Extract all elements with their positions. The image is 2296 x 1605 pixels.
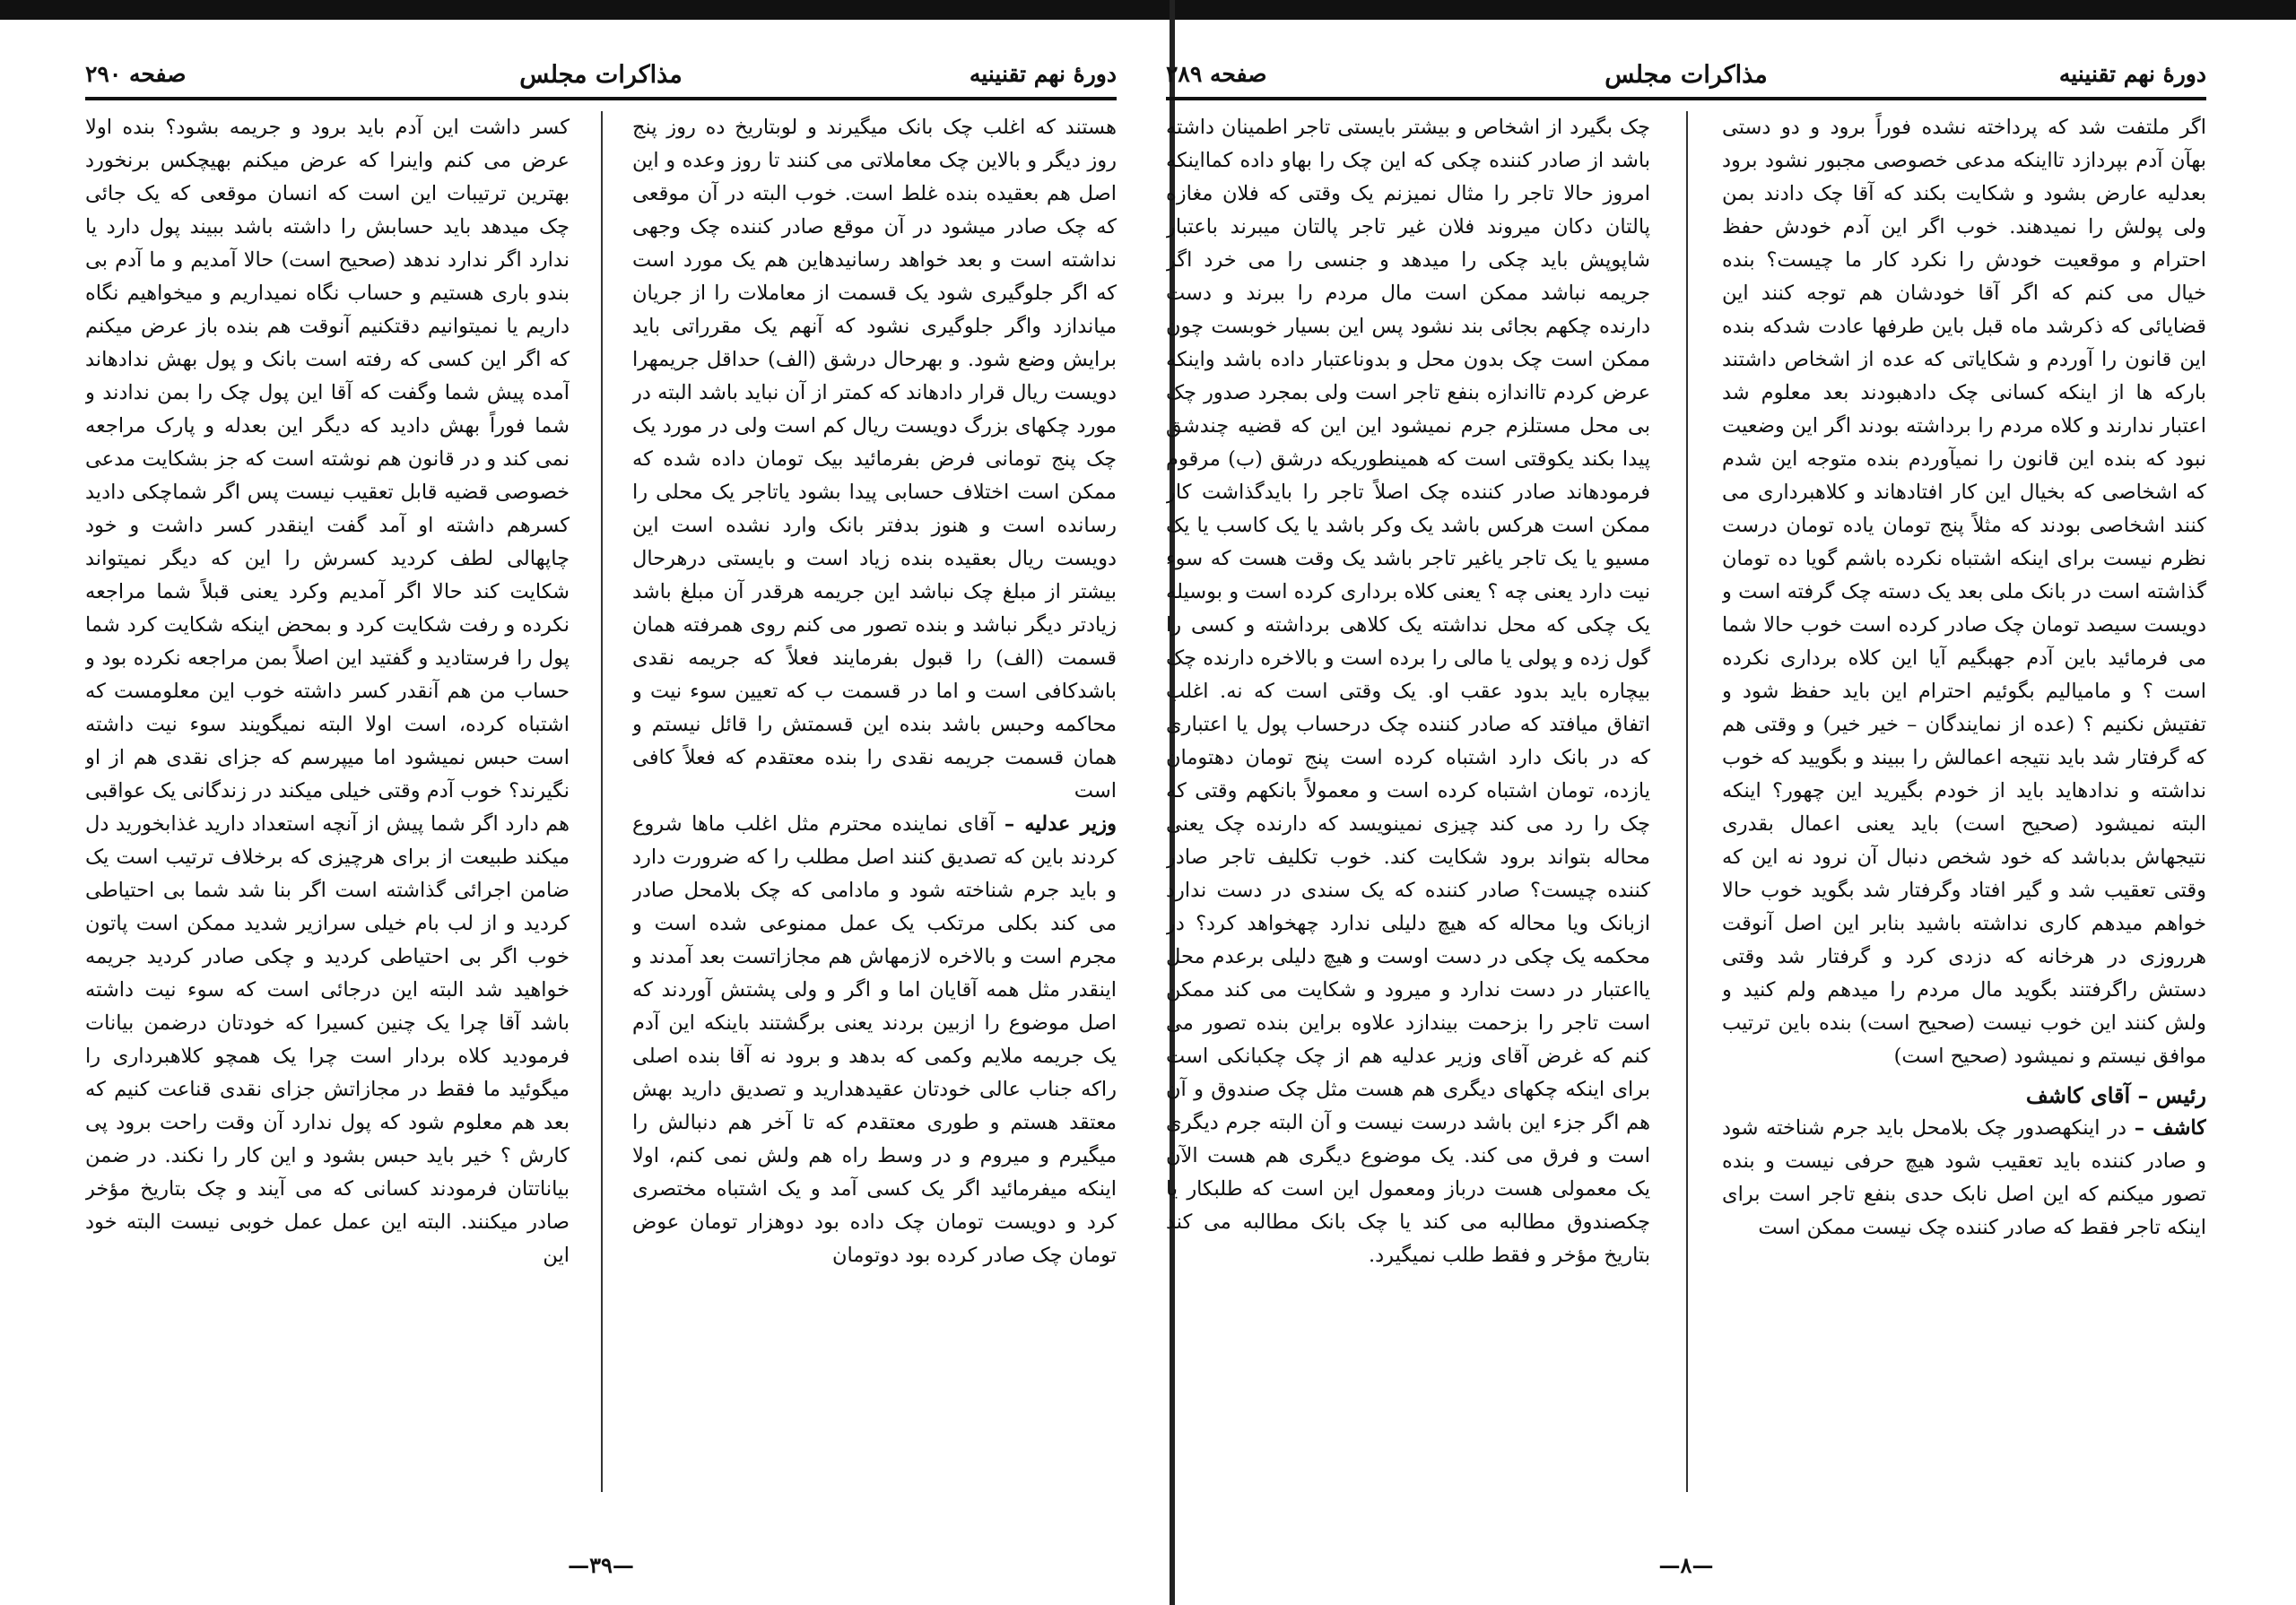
speaker-paragraph bbox=[1722, 1112, 2206, 1245]
paragraph: اگر ملتفت شد که پرداخته نشده فوراً برود و دو دستی بهآن آدم بپردازد تااینکه مدعی خصوصی مجبور نشود برود بعدلیه عارض بشود و شکایت بکند که آقا چک دادند بمن ولی پولش را نمیدهند. خوب اگر این آدم خودش حفظ احترام و موقعیت خودش را نکرد کار ما چیست؟ بنده خیال می کنم که اگر آقا خودشان هم توجه کنند این قضایائی که ذکرشد ماه قبل باین طرفها عادت شدکه بنده این قانون را آوردم و شکایاتی که عده از اشخاص داشتند بارکه ها از اینکه کسانی چک دادهبودند بعد معلوم شد اعتبار ندارند و کلاه مردم را برداشته بودند اگر این وضعیت نبود که بنده این قانون را نمیآوردم بنده متوجه این شدم که اشخاصی که بخیال این کار افتادهاند و کلاهبرداری می کنند اشخاصی بودند که مثلاً پنج تومان یاده تومان درست نظرم نیست برای اینکه اشتباه نکرده باشم گویا ده تومان گذاشته است در بانک ملی بعد یک دسته چک گرفته است و دویست سیصد تومان چک صادر کرده است خوب حالا شما می فرمائید باین آدم جهبگیم آیا این کلاه برداری نکرده است ؟ و مامیالیم بگوئیم احترام این باید حفظ شود و تفتیش نکنیم ؟ (عده از نمایندگان – خیر خیر) و وقتی هم که گرفتار شد باید نتیجه اعمالش را ببیند و بگویید که خوب نداشته و ندادهاید باید از خودم بگیرید این چهور؟ اینکه البته نمیشود (صحیح است) باید یعنی اعمال بقدری نتیجهاش بدباشد که خود شخص دنبال آن نرود نه این که وقتی تعقیب شد و گیر افتاد وگرفتار شد بگوید خوب حالا خواهم میدهم کاری نداشته باشید بنابر این اصل آنوقت هرروزی در هرخانه که دزدی کرد و گرفتار شد وقتی دستش راگرفتند بگوید مال مردم را میدهم ولم کنید و ولش کنند این خوب نیست (صحیح است) بنده باین ترتیب موافق نیستم و نمیشود (صحیح است) bbox=[1722, 116, 2206, 1068]
page-number: صفحه ۲۸۹ bbox=[1166, 61, 1267, 87]
text-column-left bbox=[85, 111, 570, 1492]
chair-announcement: رئیس – آقای کاشف bbox=[2025, 1082, 2206, 1108]
paragraph: کسر داشت این آدم باید برود و جریمه بشود؟ بنده اولا عرض می کنم واینرا که عرض میکنم بهیچکس برنخورد بهترین ترتیبات این است که انسان موقعی که یک جائی چک میدهد باید حسابش را داشته باشد ببیند پول دارد یا ندارد اگر ندارد ندهد (صحیح است) حالا آمدیم و ما آدم بی بندو باری هستیم و حساب نگاه نمیداریم و میخواهیم نگاه داریم یا نمیتوانیم دقتکنیم آنوقت هم بنده باز عرض میکنم که اگر این کسی که رفته است بانک و پول بهش ندادهاند آمده پیش شما وگفت که آقا این پول چک را بمن ندادند و شما فوراً بهش دادید که دیگر این بعدله و پارک مراجعه نمی کند و در قانون هم نوشته است که جز بشکایت مدعی خصوصی قضیه قابل تعقیب نیست پس اگر شماچکی دادید کسرهم داشته او آمد گفت اینقدر کسر داشت و خود چاپهالی لطف کردید کسرش را این که دیگر نمیتواند شکایت کند حالا اگر آمدیم وکرد یعنی قبلاً شما مراجعه نکرده و رفت شکایت کرد و بمحض اینکه شکایت کرد شما پول را فرستادید و گفتید این اصلاً بمن مراجعه نکرده بود و حساب من هم آنقدر کسر داشته خوب این معلومست که اشتباه کرده، است اولا البته نمیگویند سوء نیت داشته است حبس نمیشود اما میپرسم که جزای نقدی هم از او نگیرند؟ خوب آدم وقتی خیلی میکند در زندگانی یک عواقبی هم دارد اگر شما پیش از آنچه استعداد دارید غذابخورید دل میکند طبیعت از برای هرچیزی که برخلاف ترتیب است یک ضامن اجرائی گذاشته است اگر بنا شد شما بی احتیاطی کردید و از لب بام خیلی سرازیر شدید ممکن است پاتون خوب اگر بی احتیاطی کردید و چکی صادر کردید جریمه خواهید شد البته این درجائی است که سوء نیت داشته باشد آقا چرا یک چنین کسیرا که خودتان درضمن بیانات فرمودید کلاه بردار است چرا یک همچو کلاهبرداری را میگوئید ما فقط در مجازاتش جزای نقدی قناعت کنیم که بعد هم معلوم شود که پول ندارد آن وقت راحت برود پی کارش ؟ خیر باید حبس بشود و این کار را نکند. در ضمن بیاناتتان فرمودند کسانی که می آیند و چک بتاریخ مؤخر صادر میکنند. البته این عمل عمل خوبی نیست البته خود این bbox=[85, 116, 570, 1267]
text-column-left bbox=[1166, 111, 1650, 1492]
paragraph: آقای نماینده محترم مثل اغلب ماها شروع کردند باین که تصدیق کنند اصل مطلب را که ضرورت دارد و باید جرم شناخته شود و مادامی که چک بلامحل صادر می کند بکلی مرتکب یک عمل ممنوعی شده است و مجرم است و بالاخره لازمهاش هم مجازاتست بعد آمدند و اینقدر مثل همه آقایان اما و اگر و ولی پشتش آوردند که اصل موضوع را ازبین بردند یعنی برگشتند باینکه این آدم یک جریمه ملایم وکمی که بدهد و برود نه آقا بنده اصلی راکه جناب عالی خودتان عقیدهدارید و تصدیق دارید بهش معتقد هستم و طوری معتقدم که تا آخر هم دنبالش را میگیرم و میروم و در وسط راه هم ولش نمی کنم، اولا اینکه میفرمائید اگر یک کسی آمد و یک اشتباه مختصری کرد و دویست تومان چک داده بود دوهزار تومان عوض تومان چک صادر کرده بود دوتومان bbox=[632, 812, 1117, 1267]
speaker-name: کاشف – bbox=[2134, 1116, 2206, 1140]
journal-title: مذاکرات مجلس bbox=[519, 61, 683, 89]
speaker-name: وزیر عدلیه – bbox=[1004, 812, 1117, 836]
text-column-right bbox=[1722, 111, 2206, 1492]
right-page-columns bbox=[1166, 111, 2206, 1510]
left-page-columns bbox=[85, 111, 1117, 1510]
text-column-right bbox=[632, 111, 1117, 1492]
right-page-header bbox=[1166, 54, 2206, 100]
column-divider bbox=[1686, 111, 1688, 1492]
folio-number: —۳۹— bbox=[568, 1552, 634, 1578]
session-label: دورهٔ نهم تقنینیه bbox=[969, 61, 1117, 87]
left-page bbox=[85, 54, 1117, 1578]
page-number: صفحه ۲۹۰ bbox=[85, 61, 187, 87]
paragraph: هستند که اغلب چک بانک میگیرند و لوبتاریخ ده روز پنج روز دیگر و بالاین چک معاملاتی می کنند تا روز وعده و این اصل هم بعقیده بنده غلط است. خوب البته در آن موقعی که چک صادر میشود در آن موقع صادر کننده چک وجهی نداشته است و بعد خواهد رسانیدهاین هم یک مورد است که اگر جلوگیری شود یک قسمت از معاملات را از جریان میاندازد واگر جلوگیری نشود که آنهم یک مقرراتی باید برایش وضع شود. و بهرحال درشق (الف) حداقل جریمهرا دویست ریال قرار دادهاند که کمتر از آن نباید باشد البته در مورد چکهای بزرگ دویست ریال کم است ولی در مورد یک چک پنج تومانی فرض بفرمائید بیک تومان داده شده که ممکن است اختلاف حسابی پیدا بشود یاتاجر یک محلی را رسانده است و هنوز بدفتر بانک وارد نشده است این دویست ریال بعقیده بنده زیاد است و بایستی درهرحال بیشتر از مبلغ چک نباشد این جریمه هرقدر آن مبلغ باشد زیادتر دیگر نباشد و بنده تصور می کنم روی همرفته همان قسمت (الف) را قبول بفرمایند فعلاً که جریمه نقدی باشدکافی است و اما در قسمت ب که تعیین سوء نیت و محاکمه وحبس باشد بنده این قسمتش را قائل نیستم و همان قسمت جریمه نقدی را بنده معتقدم که فعلاً کافی است bbox=[632, 116, 1117, 802]
right-page bbox=[1166, 54, 2206, 1578]
paragraph: چک بگیرد از اشخاص و بیشتر بایستی تاجر اطمینان داشته باشد از صادر کننده چکی که این چک را بهاو داده کمااینکه امروز حالا تاجر را مثال نمیزنم یک وقتی که فلان مغازه پالتان دکان میروند فلان غیر تاجر پالتان میبرند باعتبار شاپوپش باید چکی را میدهد و جنسی را می خرد اگر جریمه نباشد ممکن است مال مردم را ببرند و دست دارنده چکهم بجائی بند نشود پس این بسیار خوبست چون ممکن است چک بدون محل و بدوناعتبار داده باشد واینکه عرض کردم تااندازه بنفع تاجر است ولی بمجرد صدور چک بی محل مستلزم جرم نمیشود این این که قضیه چندشق پیدا بکند یکوقتی است که همینطوریکه درشق (ب) مرقوم فرمودهاند صادر کننده چک اصلاً تاجر را بایدگذاشت کار ممکن است هرکس باشد یک وکر باشد یا یک کاسب یا یک مسیو یا یک تاجر یاغیر تاجر باشد یک وقت هست که سوء نیت دارد یعنی چه ؟ یعنی کلاه برداری کرده است و بوسیله یک چکی که محل نداشته یک کلاهی برداشته و کسی را گول زده و پولی یا مالی را برده است و بالاخره دارنده چک بیچاره باید بدود عقب او. یک وقتی است که نه. اغلب اتفاق میافتد که صادر کننده چک درحساب پول یا اعتباری که در بانک دارد اشتباه کرده است پنج تومان دهتومان یازده، تومان اشتباه کرده است و معمولاً بانکهم وقتی که چک را رد می کند چیزی نمینویسد که دارنده چک یعنی محاله بتواند برود شکایت کند. خوب تکلیف تاجر صادر کننده چیست؟ صادر کننده که یک سندی در دست ندارد ازبانک ویا محاله که هیچ دلیلی ندارد چهخواهد کرد؟ در محکمه یک چکی در دست اوست و هیچ دلیلی برعدم محل یااعتبار در دست ندارد و میرود و شکایت می کند ممکن است تاجر را بزحمت بیندازد علاوه براین بنده تصور می کنم که غرض آقای وزیر عدلیه هم از چک چکبانکی است برای اینکه چکهای دیگری هم هست مثل چک صندوق و آن هم اگر جزء این باشد درست نیست و آن البته جرم دیگری است و فرق می کند. یک موضوع دیگری هم هست الآن یک معمولی هست درباز ومعمول این است که طلبکار یا چکصندوق مطالبه می کند یا چک بانک مطالبه می کند بتاریخ مؤخر و فقط طلب نمیگیرد. bbox=[1166, 116, 1650, 1267]
left-page-header bbox=[85, 54, 1117, 100]
column-divider bbox=[601, 111, 603, 1492]
scan-top-border bbox=[0, 0, 2296, 20]
folio-number: —۸— bbox=[1658, 1552, 1714, 1578]
paragraph: در اینکهصدور چک بلامحل باید جرم شناخته شود و صادر کننده باید تعقیب شود هیچ حرفی نیست و بنده تصور میکنم که این اصل نابک حدی بنفع تاجر است برای اینکه تاجر فقط که صادر کننده چک نیست ممکن است bbox=[1722, 1116, 2206, 1239]
speaker-paragraph bbox=[632, 808, 1117, 1272]
session-label: دورهٔ نهم تقنینیه bbox=[2058, 61, 2206, 87]
journal-title: مذاکرات مجلس bbox=[1605, 61, 1768, 89]
